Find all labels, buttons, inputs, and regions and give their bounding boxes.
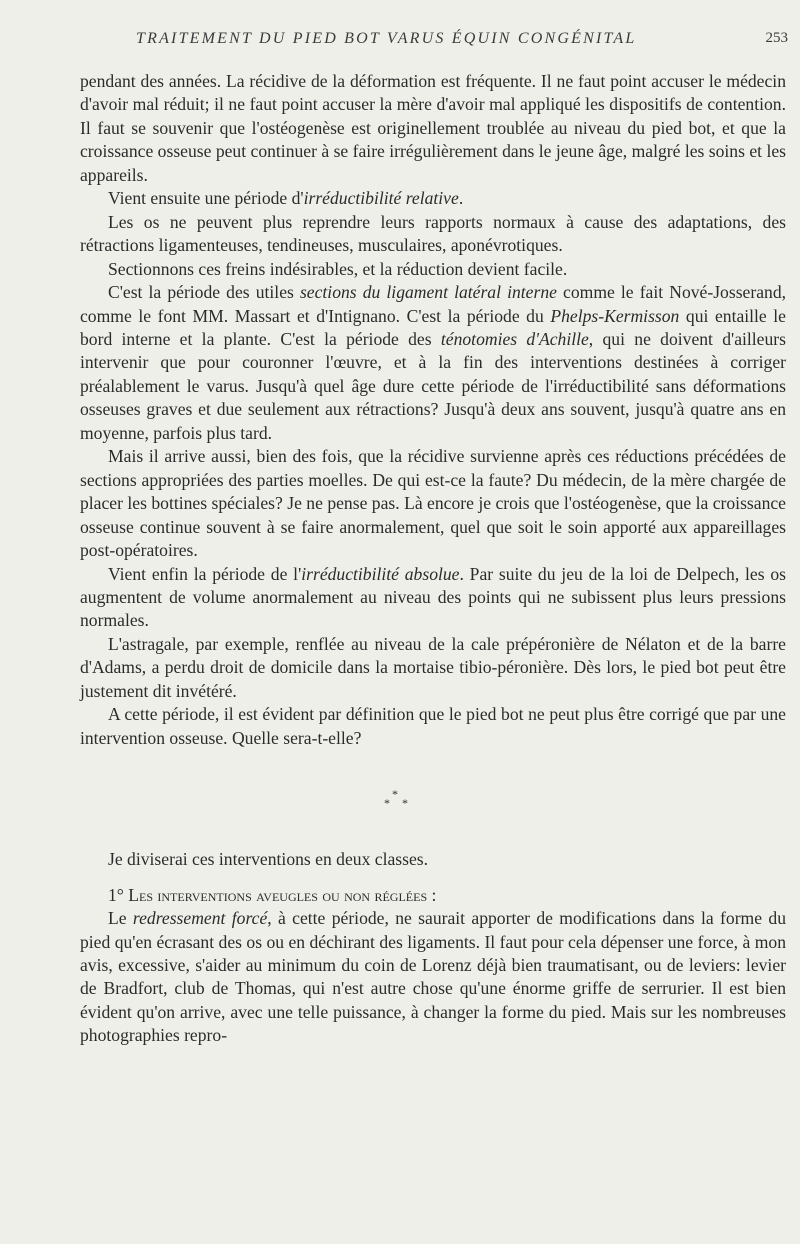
- paragraph-absolute-irreducibility: [80, 563, 786, 633]
- asterism-star: *: [392, 787, 398, 802]
- body-text: [80, 70, 786, 1048]
- paragraph-relative-irreducibility: [80, 187, 786, 210]
- heading-text: Les interventions aveugles ou non réglées :: [128, 884, 437, 905]
- asterism-star: *: [384, 796, 390, 811]
- italic-term: irréductibilité relative: [303, 188, 459, 209]
- heading-number: 1°: [108, 884, 124, 905]
- asterism-star: *: [402, 796, 408, 811]
- section-heading: [80, 884, 786, 907]
- paragraph-continuation: pendant des années. La récidive de la déformation est fréquente. Il ne faut point accuser le médecin d'avoir mal réduit; il ne faut point accuser la mère d'avoir mal appliqué les dispositifs de contention. Il faut se souvenir que l'ostéogenèse est originellement troublée au niveau du pied bot, et que la croissance osseuse peut continuer à se faire irrégulièrement dans le jeune âge, malgré les soins et les appareils.: [80, 71, 786, 185]
- page-number: 253: [765, 30, 788, 46]
- paragraph-bones: Les os ne peuvent plus reprendre leurs rapports normaux à cause des adaptations, des rétractions ligamenteuses, tendineuses, musculaires, aponévrotiques.: [80, 211, 786, 256]
- text-run: Vient ensuite une période d': [108, 188, 304, 209]
- italic-term: ténotomies d'Achille: [440, 328, 589, 349]
- text-run: , à cette période, ne saurait apporter de modifications dans la forme du pied qu'en écrasant des os ou en déchirant des ligaments. Il faut pour cela dépenser une force, à mon avis, excessive, s'aider au minimum du coin de Lorenz déjà bien traumatisant, ou de leviers: levier de Bradfort, club de Thomas, qui n'est autre chose qu'une énorme griffe de serrurier. Il est bien évident qu'on arrive, avec une telle puissance, à changer la forme du pied. Mais sur les nombreuses photographies repro-: [80, 908, 786, 1046]
- spacer: [80, 872, 786, 884]
- paragraph-sections: Sectionnons ces freins indésirables, et la réduction devient facile.: [108, 258, 568, 279]
- page-header: [80, 24, 788, 54]
- text-run: Le: [108, 908, 133, 929]
- italic-term: Phelps-Kermisson: [550, 305, 680, 326]
- paragraph-recurrence: Mais il arrive aussi, bien des fois, que la récidive survienne après ces réductions précédées de sections appropriées des parties moelles. De qui est-ce la faute? Du médecin, de la mère chargée de placer les bottines spéciales? Je ne pense pas. Là encore je crois que l'ostéogenèse, que la croissance osseuse continue souvent à se faire anormalement, quel que soit le soin apporté aux appareillages post-opératoires.: [80, 446, 786, 561]
- paragraph-classes: Je diviserai ces interventions en deux classes.: [108, 849, 429, 870]
- paragraph-astragalus: L'astragale, par exemple, renflée au niveau de la cale prépéronière de Nélaton et de la barre d'Adams, a perdu droit de domicile dans la mortaise tibio-péronière. Dès lors, le pied bot peut être justement dit invétéré.: [80, 633, 786, 701]
- text-run: C'est la période des utiles: [108, 282, 300, 303]
- text-run: .: [458, 188, 464, 209]
- text-run: , qui ne doivent d'ailleurs intervenir que pour couronner l'œuvre, et à la fin des interventions destinées à corriger préalablement le varus. Jusqu'à quel âge dure cette période de l'irréductibilité sans déformations osseuses graves et due seulement aux rétractions? Jusqu'à deux ans souvent, jusqu'à quatre ans en moyenne, parfois plus tard.: [80, 328, 786, 443]
- text-run: Vient enfin la période de l': [108, 563, 302, 584]
- text-run: . Par suite du jeu de la loi de Delpech, les os augmentent de volume anormalement au niveau des points qui ne subissent plus leurs pressions normales.: [80, 563, 786, 631]
- text-run: qui entaille le bord interne et la plante. C'est la période des: [80, 305, 786, 349]
- text-run: comme le fait Nové-Josserand, comme le font MM. Massart et d'Intignano. C'est la période du: [80, 282, 787, 326]
- italic-term: redressement forcé: [132, 908, 268, 929]
- italic-term: irréductibilité absolue: [301, 563, 460, 584]
- paragraph-osseous-intervention: A cette période, il est évident par définition que le pied bot ne peut plus être corrigé que par une intervention osseuse. Quelle sera-t-elle?: [80, 704, 786, 748]
- paragraph-ligament-period: [80, 281, 786, 445]
- asterism: [80, 750, 786, 848]
- running-head: TRAITEMENT DU PIED BOT VARUS ÉQUIN CONGÉNITAL: [136, 30, 637, 47]
- italic-term: sections du ligament latéral interne: [299, 282, 557, 303]
- paragraph-forced-correction: [80, 907, 786, 1048]
